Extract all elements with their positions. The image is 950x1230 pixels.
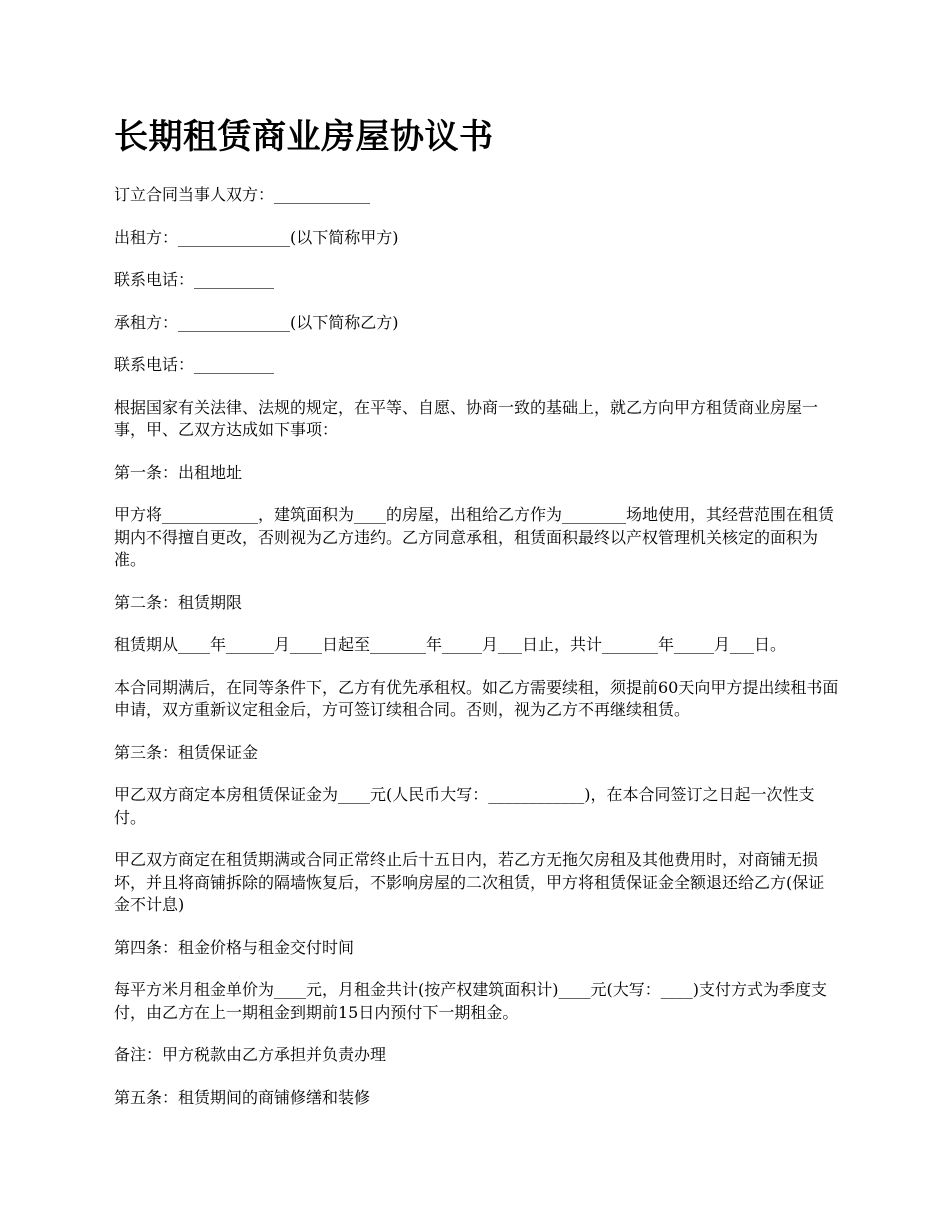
lessee-phone-line: 联系电话：__________ — [114, 355, 275, 374]
document-title: 长期租赁商业房屋协议书 — [114, 117, 494, 157]
document-page — [114, 112, 840, 1129]
article-3-deposit-refund: 甲乙双方商定在租赁期满或合同正常终止后十五日内，若乙方无拖欠房租及其他费用时，对商铺无损坏，并且将商铺拆除的隔墙恢复后，不影响房屋的二次租赁，甲方将租赁保证金全额退还给乙方(保证金不计息) — [114, 850, 825, 914]
article-4-heading: 第四条：租金价格与租金交付时间 — [114, 937, 355, 957]
parties-line: 订立合同当事人双方：____________ — [114, 185, 371, 204]
lessee-line: 承租方：______________(以下简称乙方) — [114, 312, 399, 332]
article-5-heading: 第五条：租赁期间的商铺修缮和装修 — [114, 1087, 371, 1107]
preamble-paragraph: 根据国家有关法律、法规的规定，在平等、自愿、协商一致的基础上，就乙方向甲方租赁商业房屋一事，甲、乙双方达成如下事项： — [114, 397, 819, 439]
lessor-line: 出租方：______________(以下简称甲方) — [114, 227, 399, 247]
article-2-renewal: 本合同期满后，在同等条件下，乙方有优先承租权。如乙方需要续租，须提前60天向甲方提出续租书面申请，双方重新议定租金后，方可签订续租合同。否则，视为乙方不再继续租赁。 — [114, 677, 839, 719]
article-3-deposit-amount: 甲乙双方商定本房租赁保证金为____元(人民币大写：____________)，在本合同签订之日起一次性支付。 — [114, 785, 815, 827]
article-4-body: 每平方米月租金单价为____元，月租金共计(按产权建筑面积计)____元(大写：____)支付方式为季度支付，由乙方在上一期租金到期前15日内预付下一期租金。 — [114, 980, 827, 1022]
article-2-term: 租赁期从____年______月____日起至_______年_____月___日止，共计_______年_____月___日。 — [114, 635, 787, 654]
article-1-heading: 第一条：出租地址 — [114, 462, 243, 482]
lessor-phone-line: 联系电话：__________ — [114, 270, 275, 289]
article-3-heading: 第三条：租赁保证金 — [114, 742, 259, 762]
article-2-heading: 第二条：租赁期限 — [114, 592, 243, 612]
remark-line: 备注：甲方税款由乙方承担并负责办理 — [114, 1045, 387, 1064]
article-1-body: 甲方将____________，建筑面积为____的房屋，出租给乙方作为________场地使用，其经营范围在租赁期内不得擅自更改，否则视为乙方违约。乙方同意承租，租赁面积最终以产权管理机关核定的面积为准。 — [114, 505, 835, 569]
